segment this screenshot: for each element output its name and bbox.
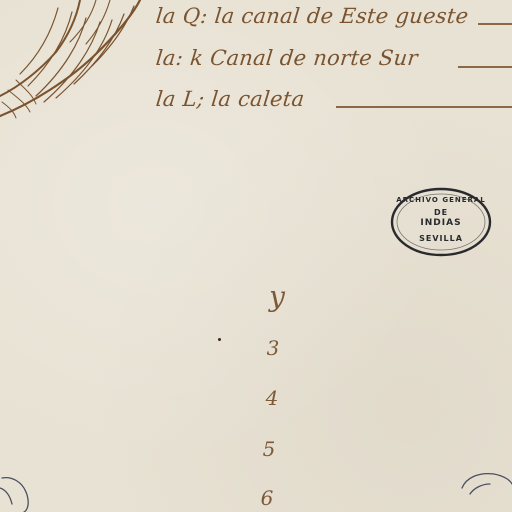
numeral-4: 4 bbox=[265, 386, 279, 410]
numeral-6: 6 bbox=[260, 486, 274, 510]
legend-letter-l: la L; bbox=[154, 87, 206, 111]
numeral-y: y bbox=[269, 280, 285, 313]
legend-text-l: la caleta bbox=[210, 87, 306, 111]
stamp-bottom-text: SEVILLA bbox=[419, 234, 463, 243]
legend-letter-k: la: k bbox=[154, 46, 205, 70]
legend-text-k: Canal de norte Sur bbox=[208, 46, 420, 70]
legend-text-q: la canal de Este gueste bbox=[213, 4, 470, 28]
legend-line-k bbox=[155, 46, 419, 70]
legend-line-q bbox=[155, 4, 470, 28]
legend-line-l bbox=[155, 87, 306, 111]
stamp-top-text: ARCHIVO GENERAL bbox=[396, 196, 486, 204]
numeral-5: 5 bbox=[262, 437, 276, 461]
stamp-middle-1: DE bbox=[433, 208, 449, 217]
legend-letter-q: la Q: bbox=[154, 4, 209, 28]
legend-rule-q bbox=[478, 23, 512, 25]
numeral-3: 3 bbox=[266, 336, 280, 360]
legend-rule-l bbox=[336, 106, 512, 108]
stamp-middle-2: INDIAS bbox=[420, 218, 462, 228]
legend-rule-k bbox=[458, 66, 512, 68]
archive-stamp bbox=[389, 186, 493, 258]
ink-dot bbox=[218, 338, 221, 341]
